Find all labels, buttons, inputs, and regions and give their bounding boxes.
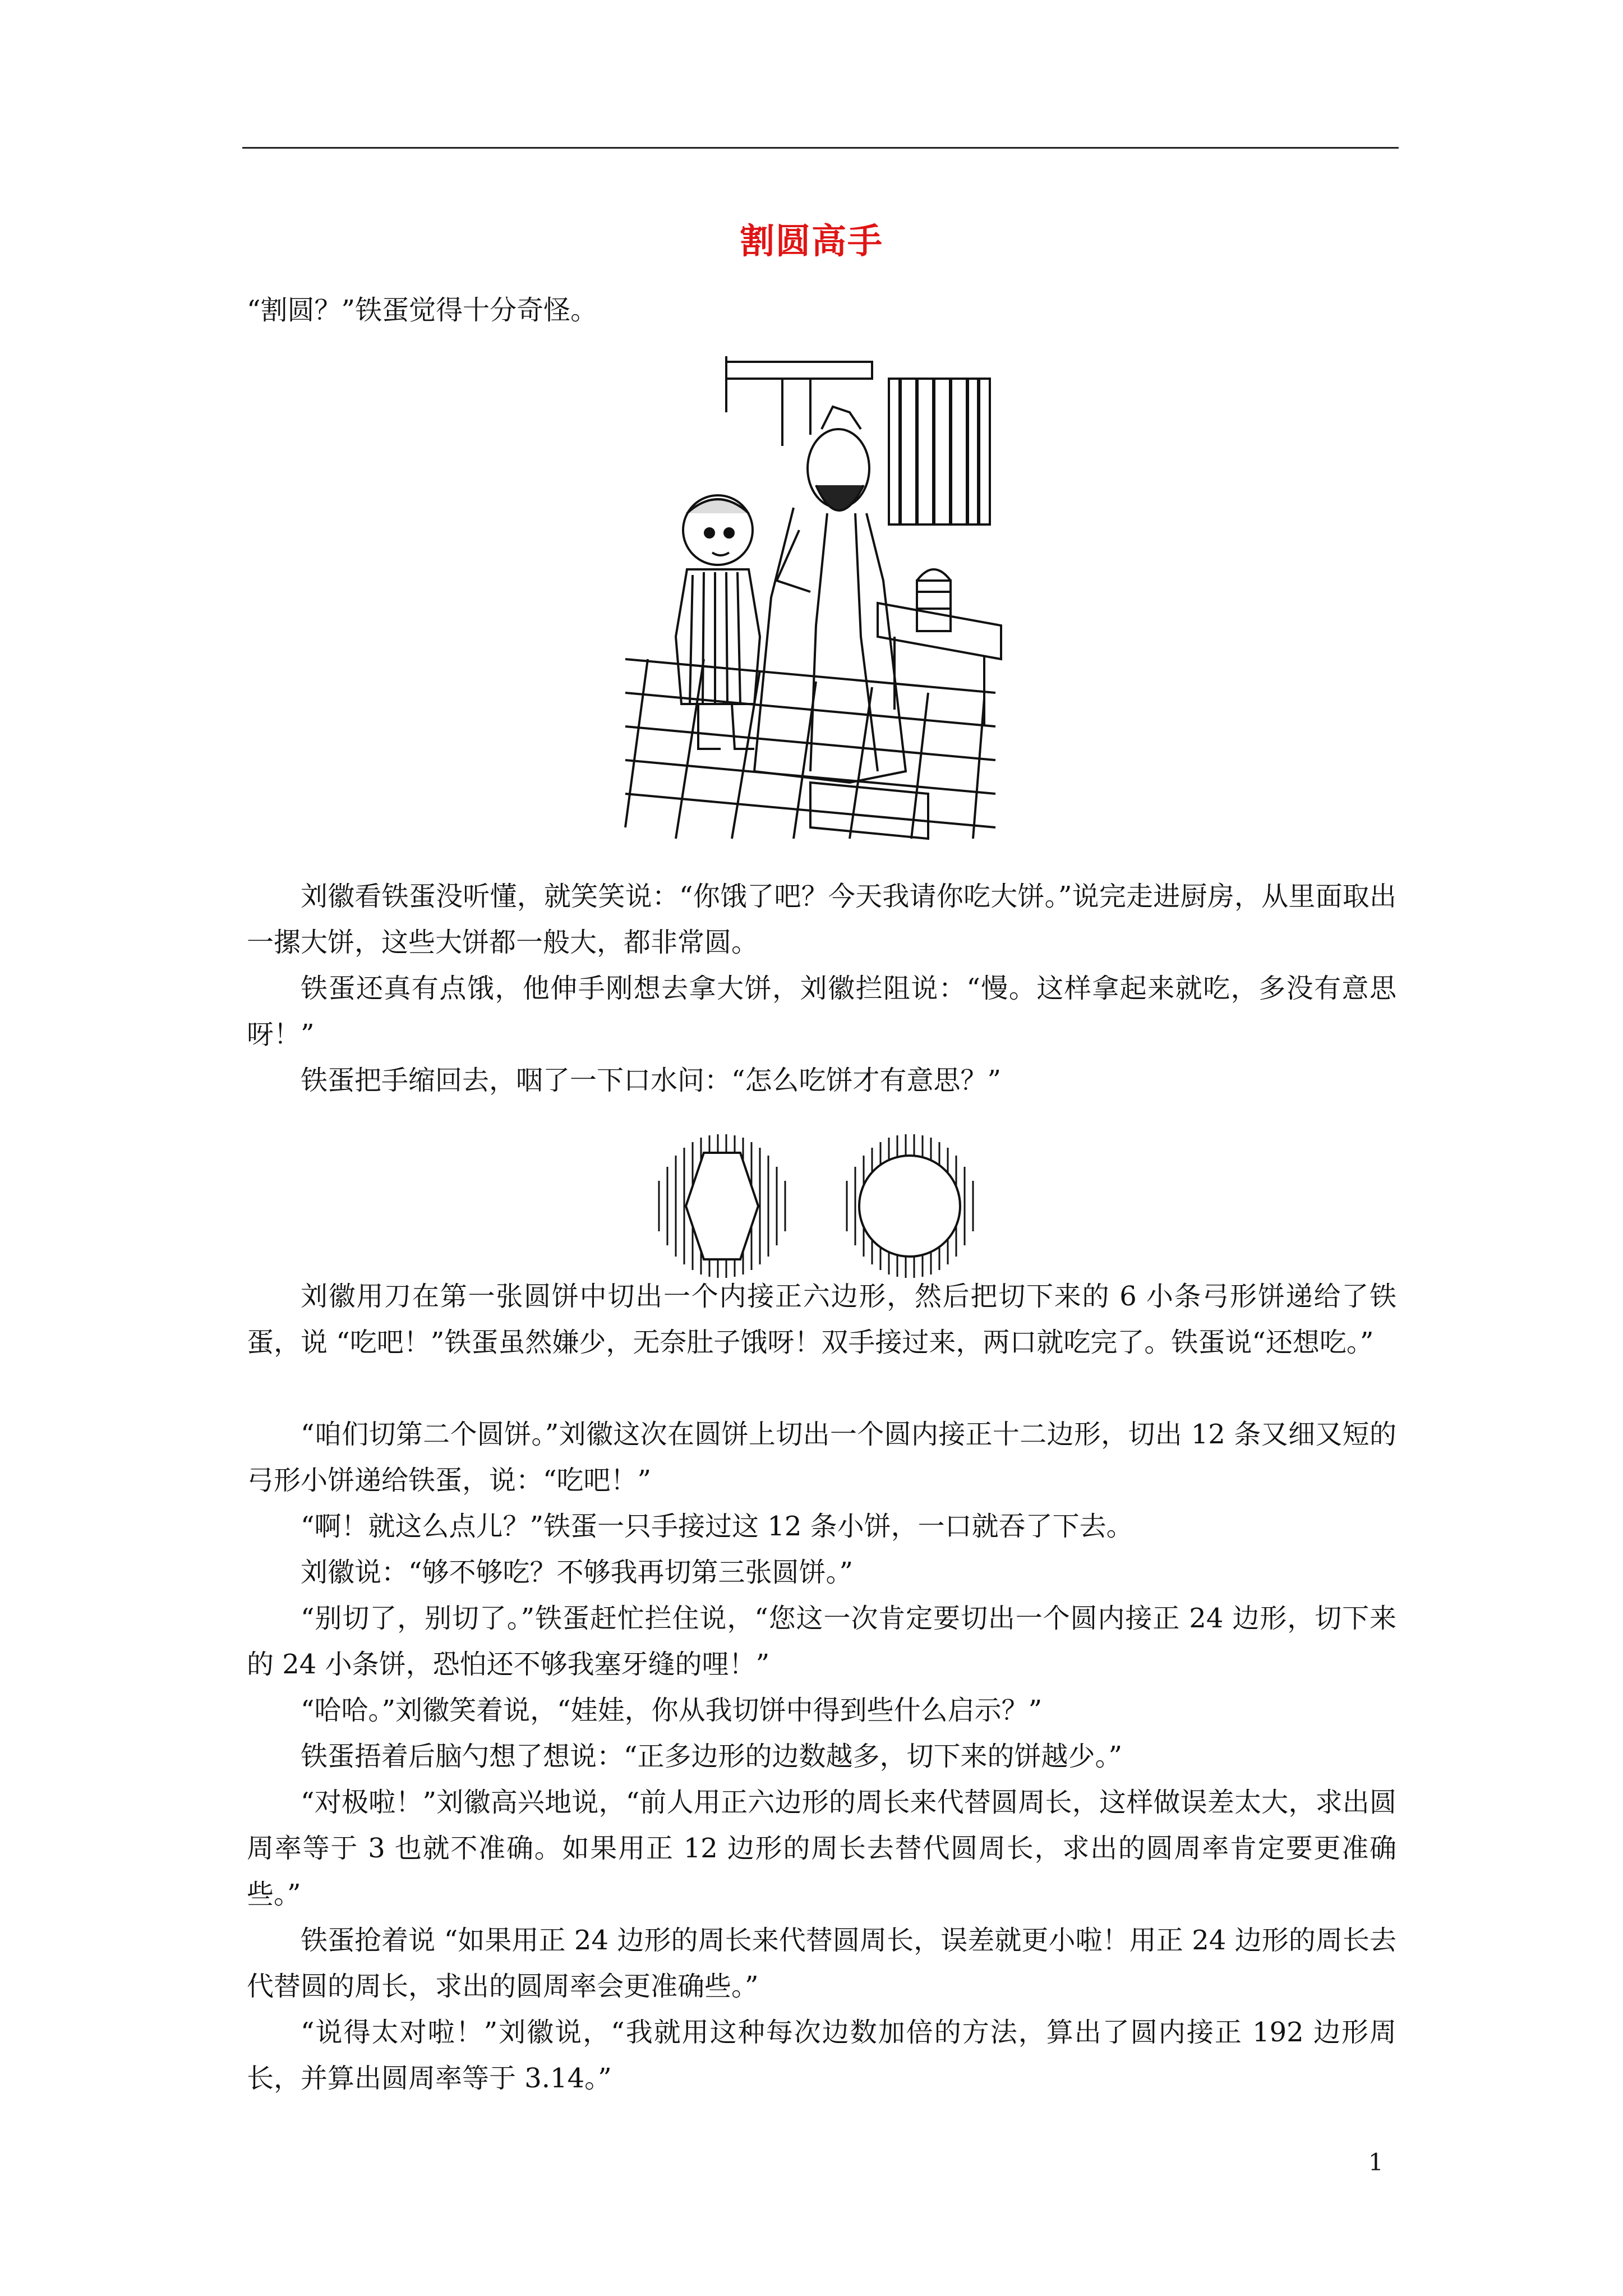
paragraph-1: “割圆？”铁蛋觉得十分奇怪。	[247, 295, 598, 326]
page-number: 1	[1368, 2148, 1384, 2176]
paragraph-7: “啊！就这么点儿？”铁蛋一只手接过这 12 条小饼，一口就吞了下去。	[301, 1511, 1133, 1542]
paragraph-6: “咱们切第二个圆饼。”刘徽这次在圆饼上切出一个圆内接正十二边形，切出 12 条又细又短的弓形小饼递给铁蛋，说：“吃吧！”	[247, 1419, 1396, 1496]
inscribed-circle	[859, 1156, 960, 1257]
paragraph-5: 刘徽用刀在第一张圆饼中切出一个内接正六边形，然后把切下来的 6 小条弓形饼递给了铁蛋，说 “吃吧！”铁蛋虽然嫌少，无奈肚子饿呀！双手接过来，两口就吃完了。铁蛋说“还想吃。”	[247, 1281, 1396, 1358]
illustration-liuhui-and-boy	[614, 345, 1007, 850]
paragraph-10: “哈哈。”刘徽笑着说，“娃娃，你从我切饼中得到些什么启示？”	[301, 1695, 1043, 1726]
paragraph-8: 刘徽说：“够不够吃？不够我再切第三张圆饼。”	[301, 1557, 854, 1588]
inscribed-hexagon	[686, 1153, 758, 1259]
paragraph-12: “对极啦！”刘徽高兴地说，“前人用正六边形的周长来代替圆周长，这样做误差太大，求出圆周率等于 3 也就不准确。如果用正 12 边形的周长去替代圆周长，求出的圆周率肯定要更准确些。”	[247, 1787, 1396, 1910]
page-title: 割圆高手	[739, 220, 883, 261]
paragraph-14: “说得太对啦！”刘徽说，“我就用这种每次边数加倍的方法，算出了圆内接正 192 边形周长，并算出圆周率等于 3.14。”	[247, 2017, 1396, 2094]
paragraph-4: 铁蛋把手缩回去，咽了一下口水问：“怎么吃饼才有意思？”	[301, 1065, 1002, 1096]
paragraph-13: 铁蛋抢着说 “如果用正 24 边形的周长来代替圆周长，误差就更小啦！用正 24 边形的周长去代替圆的周长，求出的圆周率会更准确些。”	[247, 1925, 1396, 2002]
paragraph-3: 铁蛋还真有点饿，他伸手刚想去拿大饼，刘徽拦阻说：“慢。这样拿起来就吃，多没有意思呀！”	[247, 973, 1396, 1050]
cake-cutting-diagram	[648, 1128, 990, 1285]
paragraph-9: “别切了，别切了。”铁蛋赶忙拦住说，“您这一次肯定要切出一个圆内接正 24 边形，切下来的 24 小条饼，恐怕还不够我塞牙缝的哩！”	[247, 1603, 1396, 1680]
paragraph-2: 刘徽看铁蛋没听懂，就笑笑说：“你饿了吧？今天我请你吃大饼。”说完走进厨房，从里面取出一摞大饼，这些大饼都一般大，都非常圆。	[247, 881, 1396, 958]
header-rule	[242, 147, 1399, 149]
paragraph-11: 铁蛋捂着后脑勺想了想说：“正多边形的边数越多，切下来的饼越少。”	[301, 1741, 1123, 1772]
